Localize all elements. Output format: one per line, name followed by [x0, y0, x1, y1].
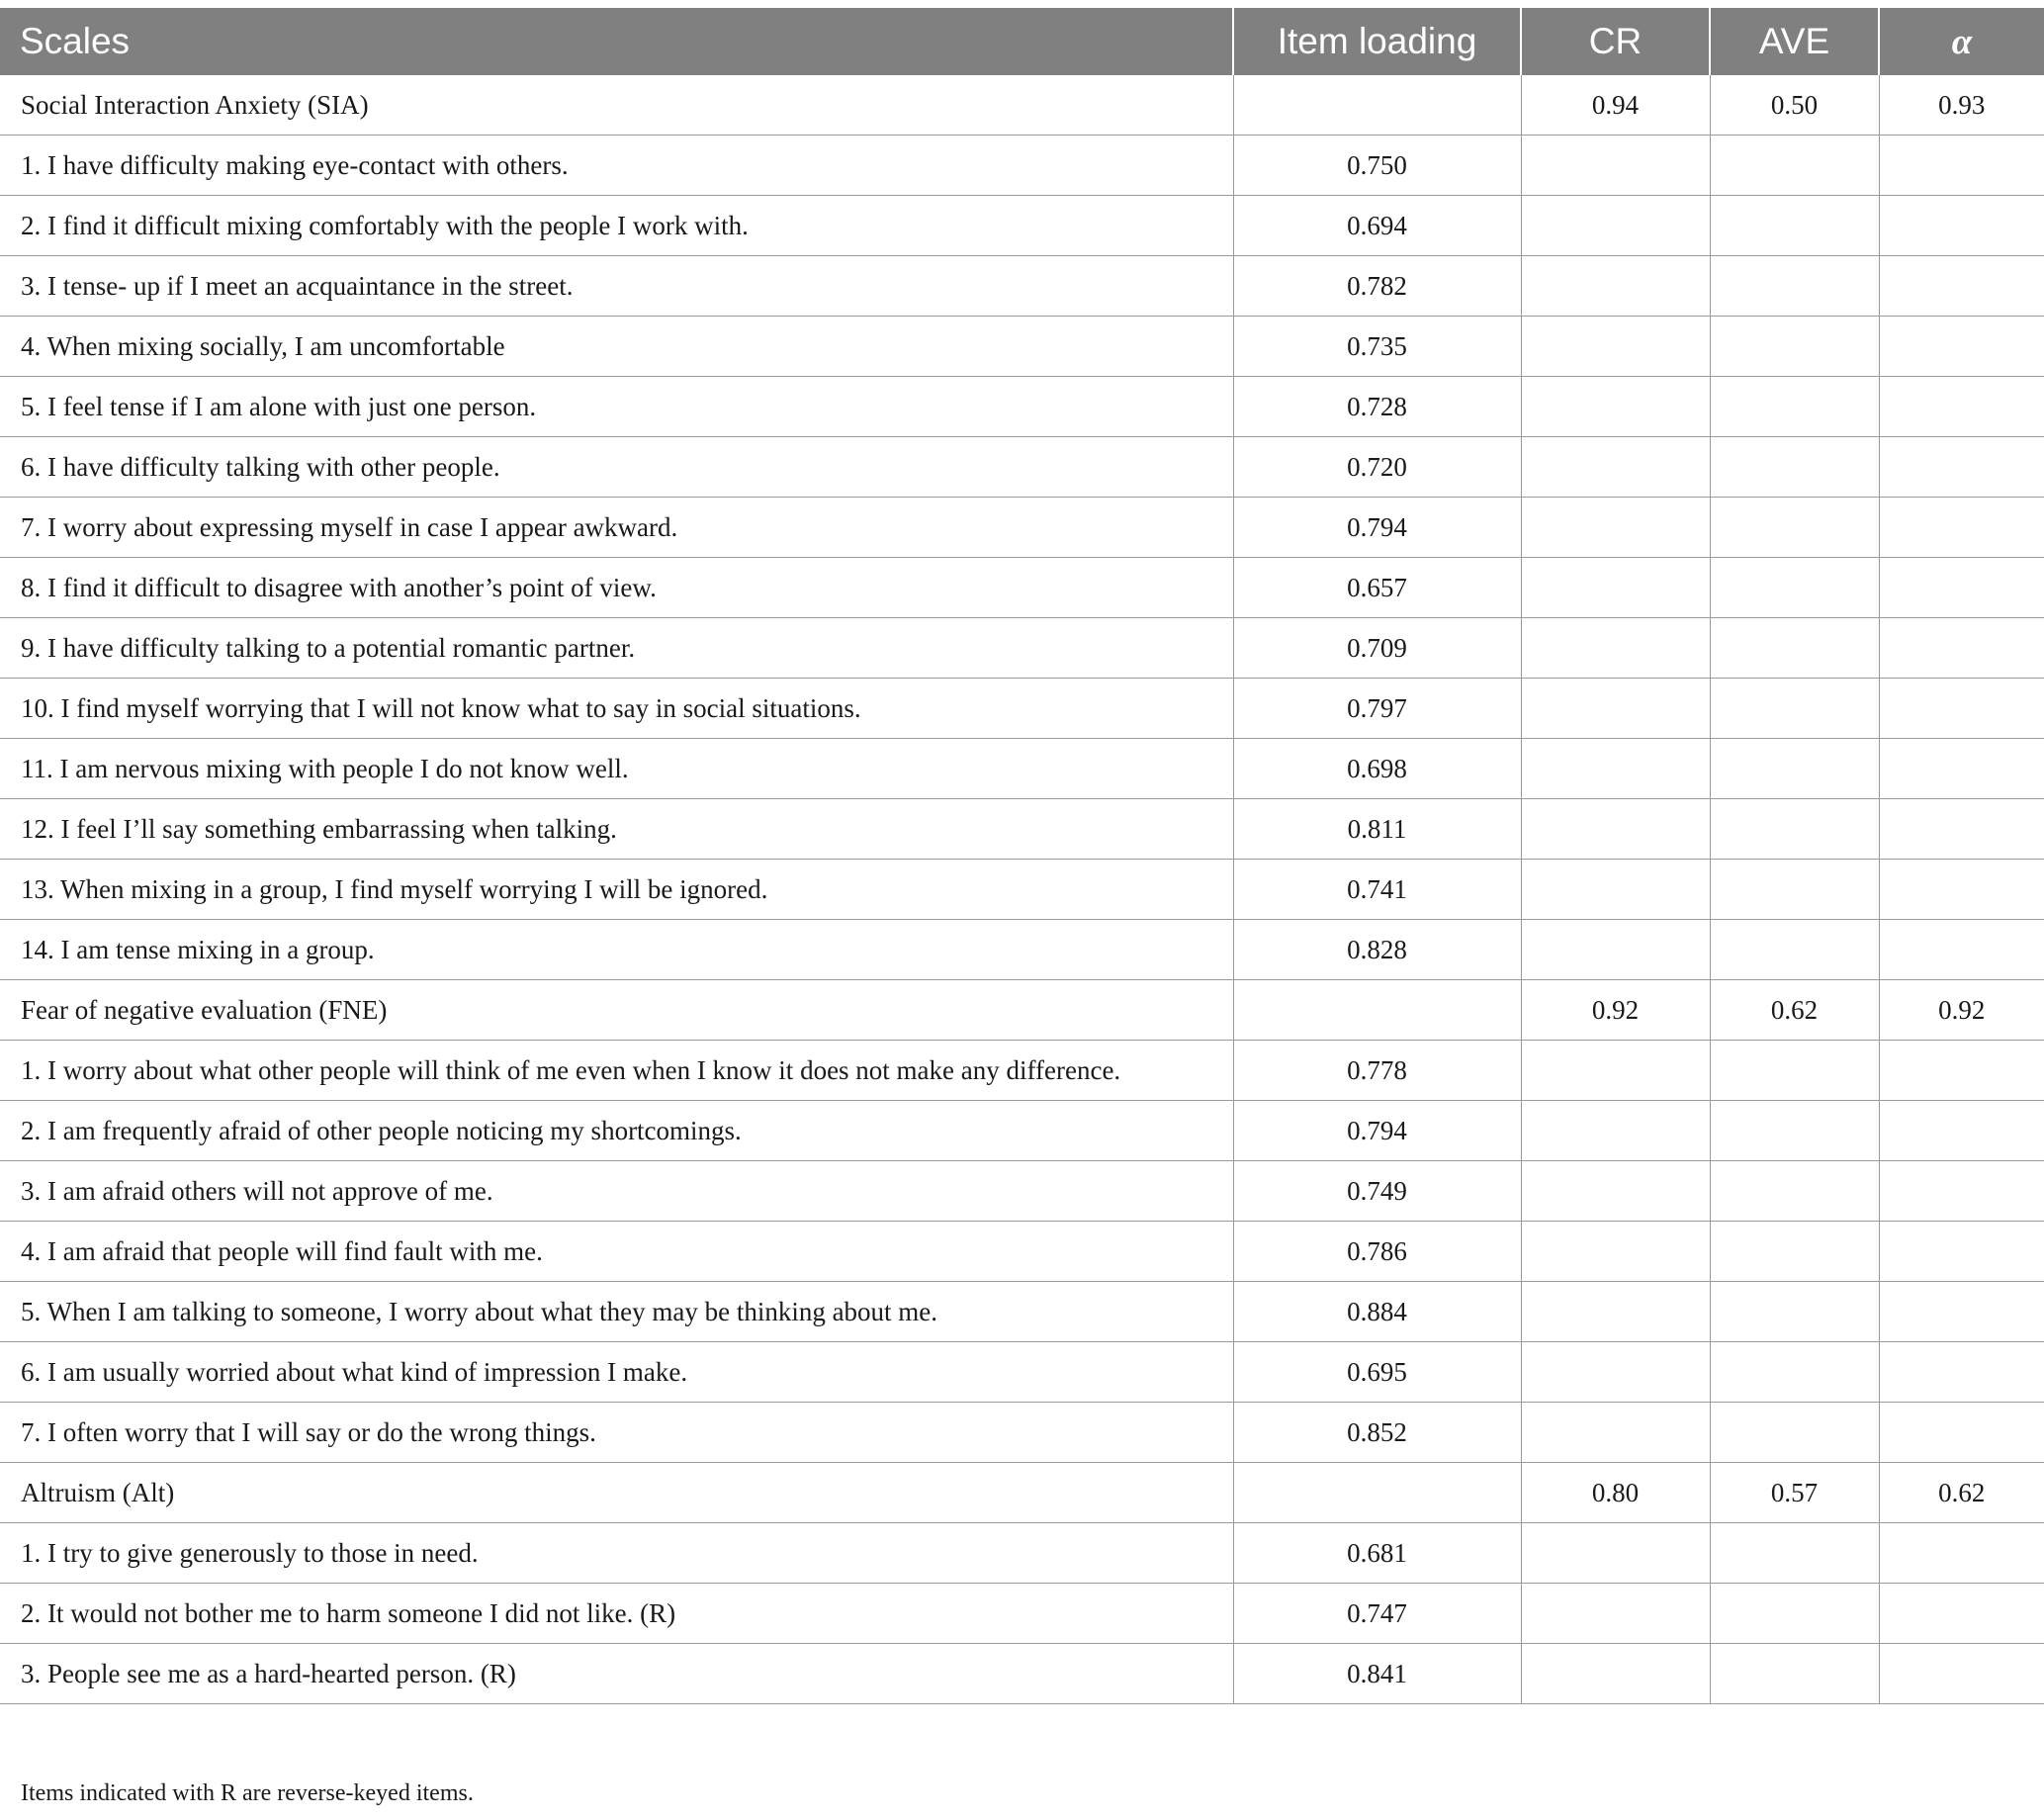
table-row [0, 1161, 2044, 1222]
alpha-cell [1879, 498, 2044, 558]
ave-cell [1710, 377, 1879, 437]
table-row [0, 980, 2044, 1041]
cr-cell: 0.94 [1521, 75, 1710, 136]
ave-cell [1710, 920, 1879, 980]
scale-cell: 3. People see me as a hard-hearted person. (R) [0, 1644, 1233, 1704]
ave-cell [1710, 860, 1879, 920]
alpha-cell [1879, 920, 2044, 980]
item-loading-cell: 0.794 [1233, 498, 1521, 558]
ave-cell [1710, 1222, 1879, 1282]
alpha-cell [1879, 1282, 2044, 1342]
scale-cell: 9. I have difficulty talking to a potential romantic partner. [0, 618, 1233, 679]
item-loading-cell: 0.811 [1233, 799, 1521, 860]
alpha-cell [1879, 1041, 2044, 1101]
header-scales: Scales [0, 8, 1233, 75]
ave-cell [1710, 498, 1879, 558]
ave-cell [1710, 1282, 1879, 1342]
item-loading-cell: 0.747 [1233, 1584, 1521, 1644]
table-row [0, 136, 2044, 196]
ave-cell [1710, 256, 1879, 317]
table-row [0, 437, 2044, 498]
alpha-cell [1879, 1222, 2044, 1282]
scale-cell: 1. I try to give generously to those in need. [0, 1523, 1233, 1584]
scale-cell: 11. I am nervous mixing with people I do not know well. [0, 739, 1233, 799]
cr-cell [1521, 1101, 1710, 1161]
alpha-cell [1879, 1644, 2044, 1704]
item-loading-cell: 0.698 [1233, 739, 1521, 799]
table-row [0, 498, 2044, 558]
alpha-cell [1879, 618, 2044, 679]
table-row [0, 920, 2044, 980]
cr-cell [1521, 618, 1710, 679]
cr-cell [1521, 1403, 1710, 1463]
cr-cell [1521, 196, 1710, 256]
ave-cell [1710, 1403, 1879, 1463]
cr-cell [1521, 558, 1710, 618]
item-loading-cell: 0.750 [1233, 136, 1521, 196]
alpha-cell [1879, 799, 2044, 860]
ave-cell: 0.57 [1710, 1463, 1879, 1523]
table-footnote: Items indicated with R are reverse-keyed items. [21, 1780, 474, 1806]
ave-cell [1710, 1584, 1879, 1644]
table-row [0, 860, 2044, 920]
table-row [0, 679, 2044, 739]
ave-cell [1710, 739, 1879, 799]
scale-cell: 3. I am afraid others will not approve of me. [0, 1161, 1233, 1222]
table-row [0, 256, 2044, 317]
item-loading-cell: 0.786 [1233, 1222, 1521, 1282]
cr-cell [1521, 920, 1710, 980]
alpha-cell [1879, 679, 2044, 739]
table-row [0, 1282, 2044, 1342]
cr-cell [1521, 1523, 1710, 1584]
item-loading-cell: 0.797 [1233, 679, 1521, 739]
cr-cell [1521, 1644, 1710, 1704]
scale-cell: 8. I find it difficult to disagree with another’s point of view. [0, 558, 1233, 618]
scale-cell: Social Interaction Anxiety (SIA) [0, 75, 1233, 136]
item-loading-cell: 0.735 [1233, 317, 1521, 377]
scale-cell: 6. I am usually worried about what kind of impression I make. [0, 1342, 1233, 1403]
cr-cell [1521, 498, 1710, 558]
scale-cell: 5. When I am talking to someone, I worry about what they may be thinking about me. [0, 1282, 1233, 1342]
item-loading-cell [1233, 75, 1521, 136]
header-item-loading: Item loading [1233, 8, 1521, 75]
scale-cell: Fear of negative evaluation (FNE) [0, 980, 1233, 1041]
table-body [0, 75, 2044, 1704]
cr-cell [1521, 860, 1710, 920]
item-loading-cell: 0.828 [1233, 920, 1521, 980]
item-loading-cell: 0.709 [1233, 618, 1521, 679]
ave-cell [1710, 1644, 1879, 1704]
cr-cell [1521, 1282, 1710, 1342]
alpha-cell: 0.62 [1879, 1463, 2044, 1523]
ave-cell [1710, 1161, 1879, 1222]
alpha-cell [1879, 437, 2044, 498]
scale-cell: Altruism (Alt) [0, 1463, 1233, 1523]
alpha-cell [1879, 1101, 2044, 1161]
item-loading-cell: 0.782 [1233, 256, 1521, 317]
alpha-cell [1879, 377, 2044, 437]
alpha-cell [1879, 860, 2044, 920]
alpha-cell [1879, 1161, 2044, 1222]
header-ave: AVE [1710, 8, 1879, 75]
table-row [0, 1342, 2044, 1403]
cr-cell: 0.80 [1521, 1463, 1710, 1523]
scale-cell: 1. I worry about what other people will think of me even when I know it does not make any difference. [0, 1041, 1233, 1101]
scale-cell: 6. I have difficulty talking with other people. [0, 437, 1233, 498]
ave-cell [1710, 679, 1879, 739]
scales-table-container [0, 8, 2044, 1704]
table-row [0, 1101, 2044, 1161]
alpha-cell [1879, 558, 2044, 618]
scale-cell: 2. I am frequently afraid of other people noticing my shortcomings. [0, 1101, 1233, 1161]
header-cr: CR [1521, 8, 1710, 75]
cr-cell: 0.92 [1521, 980, 1710, 1041]
cr-cell [1521, 377, 1710, 437]
ave-cell [1710, 1342, 1879, 1403]
alpha-cell [1879, 317, 2044, 377]
ave-cell [1710, 437, 1879, 498]
scale-cell: 4. I am afraid that people will find fault with me. [0, 1222, 1233, 1282]
item-loading-cell [1233, 980, 1521, 1041]
alpha-cell [1879, 256, 2044, 317]
scale-cell: 5. I feel tense if I am alone with just one person. [0, 377, 1233, 437]
scale-cell: 4. When mixing socially, I am uncomfortable [0, 317, 1233, 377]
cr-cell [1521, 1222, 1710, 1282]
cr-cell [1521, 1161, 1710, 1222]
item-loading-cell: 0.749 [1233, 1161, 1521, 1222]
table-row [0, 75, 2044, 136]
table-row [0, 1523, 2044, 1584]
item-loading-cell: 0.884 [1233, 1282, 1521, 1342]
table-row [0, 1584, 2044, 1644]
scale-cell: 2. I find it difficult mixing comfortably with the people I work with. [0, 196, 1233, 256]
scales-table [0, 8, 2044, 1704]
alpha-cell [1879, 1403, 2044, 1463]
item-loading-cell: 0.695 [1233, 1342, 1521, 1403]
table-header [0, 8, 2044, 75]
scale-cell: 2. It would not bother me to harm someone I did not like. (R) [0, 1584, 1233, 1644]
item-loading-cell: 0.794 [1233, 1101, 1521, 1161]
alpha-cell: 0.92 [1879, 980, 2044, 1041]
scale-cell: 12. I feel I’ll say something embarrassing when talking. [0, 799, 1233, 860]
scale-cell: 1. I have difficulty making eye-contact with others. [0, 136, 1233, 196]
scale-cell: 14. I am tense mixing in a group. [0, 920, 1233, 980]
table-row [0, 618, 2044, 679]
scale-cell: 7. I often worry that I will say or do the wrong things. [0, 1403, 1233, 1463]
alpha-cell [1879, 1523, 2044, 1584]
alpha-cell: 0.93 [1879, 75, 2044, 136]
cr-cell [1521, 739, 1710, 799]
item-loading-cell: 0.694 [1233, 196, 1521, 256]
scale-cell: 7. I worry about expressing myself in case I appear awkward. [0, 498, 1233, 558]
cr-cell [1521, 1584, 1710, 1644]
table-row [0, 799, 2044, 860]
table-row [0, 1222, 2044, 1282]
alpha-cell [1879, 196, 2044, 256]
scale-cell: 3. I tense- up if I meet an acquaintance in the street. [0, 256, 1233, 317]
item-loading-cell: 0.841 [1233, 1644, 1521, 1704]
item-loading-cell: 0.728 [1233, 377, 1521, 437]
cr-cell [1521, 799, 1710, 860]
item-loading-cell: 0.778 [1233, 1041, 1521, 1101]
table-row [0, 1644, 2044, 1704]
ave-cell [1710, 196, 1879, 256]
ave-cell [1710, 799, 1879, 860]
item-loading-cell: 0.741 [1233, 860, 1521, 920]
ave-cell [1710, 136, 1879, 196]
cr-cell [1521, 317, 1710, 377]
table-row [0, 196, 2044, 256]
cr-cell [1521, 437, 1710, 498]
table-row [0, 1041, 2044, 1101]
scale-cell: 13. When mixing in a group, I find myself worrying I will be ignored. [0, 860, 1233, 920]
scale-cell: 10. I find myself worrying that I will not know what to say in social situations. [0, 679, 1233, 739]
alpha-cell [1879, 136, 2044, 196]
cr-cell [1521, 256, 1710, 317]
table-row [0, 317, 2044, 377]
ave-cell [1710, 1101, 1879, 1161]
header-row [0, 8, 2044, 75]
table-row [0, 1463, 2044, 1523]
item-loading-cell: 0.681 [1233, 1523, 1521, 1584]
ave-cell [1710, 1041, 1879, 1101]
ave-cell [1710, 317, 1879, 377]
table-row [0, 1403, 2044, 1463]
alpha-cell [1879, 739, 2044, 799]
cr-cell [1521, 136, 1710, 196]
ave-cell: 0.50 [1710, 75, 1879, 136]
cr-cell [1521, 1041, 1710, 1101]
item-loading-cell [1233, 1463, 1521, 1523]
cr-cell [1521, 679, 1710, 739]
item-loading-cell: 0.720 [1233, 437, 1521, 498]
cr-cell [1521, 1342, 1710, 1403]
ave-cell [1710, 618, 1879, 679]
header-alpha: α [1879, 8, 2044, 75]
alpha-cell [1879, 1584, 2044, 1644]
table-row [0, 377, 2044, 437]
table-row [0, 739, 2044, 799]
alpha-cell [1879, 1342, 2044, 1403]
item-loading-cell: 0.657 [1233, 558, 1521, 618]
item-loading-cell: 0.852 [1233, 1403, 1521, 1463]
ave-cell [1710, 1523, 1879, 1584]
ave-cell [1710, 558, 1879, 618]
table-row [0, 558, 2044, 618]
ave-cell: 0.62 [1710, 980, 1879, 1041]
